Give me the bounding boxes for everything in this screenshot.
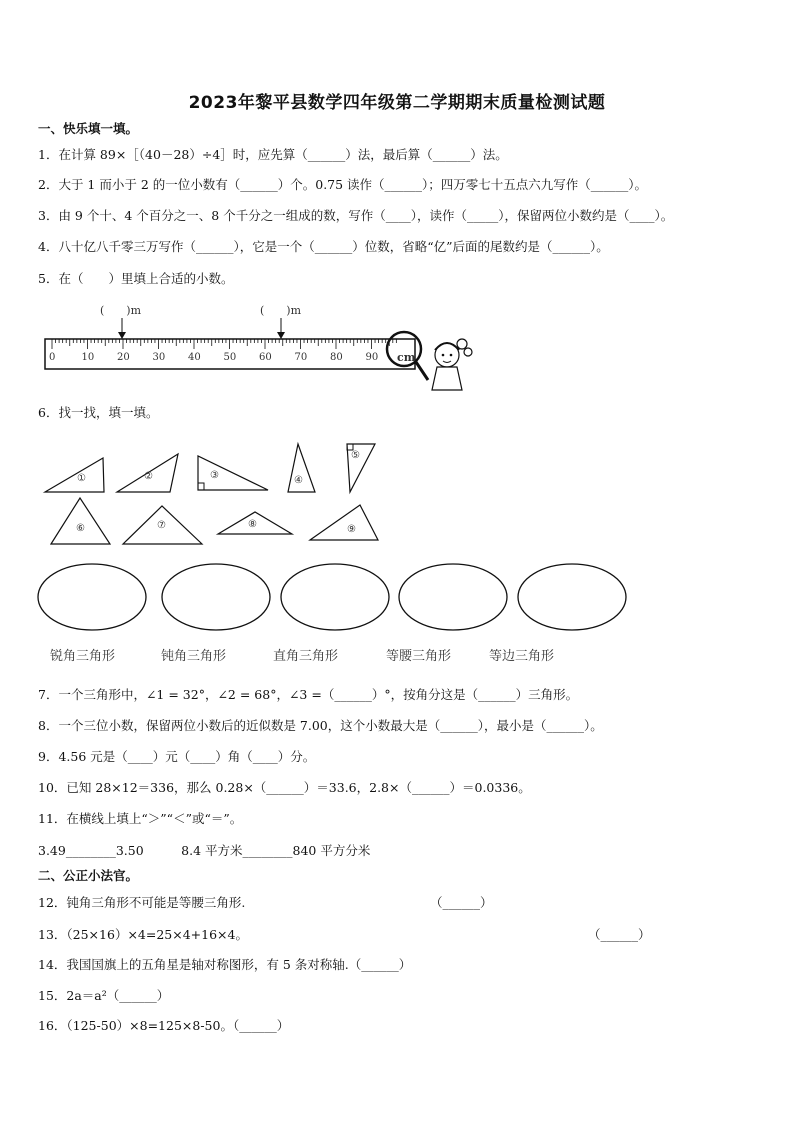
triangle-8-label: ⑧ [248, 519, 257, 530]
triangle-5-label: ⑤ [351, 450, 360, 461]
category-obtuse: 钝角三角形 [161, 649, 227, 664]
ruler-tick-label: 30 [152, 352, 166, 363]
question-7: 7．一个三角形中，∠1 = 32°，∠2 = 68°，∠3 =（______）°，按角分这是（______）三角形。 [38, 687, 579, 702]
triangle-1-label: ① [77, 473, 86, 484]
question-12-blank: （______） [430, 895, 493, 910]
ruler-tick-label: 90 [365, 352, 379, 363]
question-16: 16．（125-50）×8=125×8-50。（______） [38, 1018, 290, 1033]
question-10: 10．已知 28×12＝336，那么 0.28×（______）＝33.6，2.8×（______）＝0.0336。 [38, 780, 531, 795]
ellipse-obtuse [162, 564, 270, 630]
question-3: 3．由 9 个十、4 个百分之一、8 个千分之一组成的数，写作（____），读作（_____），保留两位小数约是（____）。 [38, 208, 674, 223]
ruler-tick-label: 60 [259, 352, 272, 363]
triangle-3-label: ③ [210, 470, 219, 481]
ellipse-isosceles [399, 564, 507, 630]
ruler-marker-1-label: ( )m [100, 304, 142, 317]
question-13: 13．（25×16）×4=25×4+16×4。 [38, 927, 248, 942]
category-right: 直角三角形 [273, 649, 339, 664]
question-9: 9．4.56 元是（____）元（____）角（____）分。 [38, 749, 316, 764]
question-2: 2．大于 1 而小于 2 的一位小数有（______）个。0.75 读作（______）；四万零七十五点六九写作（______）。 [38, 177, 648, 192]
question-1: 1．在计算 89×［（40－28）÷4］时，应先算（______）法，最后算（______）法。 [38, 147, 508, 162]
triangle-2-label: ② [144, 471, 153, 482]
ruler-tick-label: 20 [117, 352, 130, 363]
category-isosceles: 等腰三角形 [386, 649, 452, 664]
ellipse-right [281, 564, 389, 630]
question-14: 14．我国国旗上的五角星是轴对称图形，有 5 条对称轴.（______） [38, 957, 412, 972]
question-6: 6．找一找，填一填。 [38, 405, 159, 420]
ruler-unit: cm [397, 351, 416, 364]
ellipse-equilateral [518, 564, 626, 630]
page-title: 2023年黎平县数学四年级第二学期期末质量检测试题 [188, 93, 606, 113]
ruler-marker-2-label: ( )m [260, 304, 302, 317]
ruler-tick-label: 10 [81, 352, 95, 363]
triangle-6-label: ⑥ [76, 523, 85, 534]
question-4: 4．八十亿八千零三万写作（______），它是一个（______）位数，省略“亿”后面的尾数约是（______）。 [38, 239, 609, 254]
section-2-heading: 二、公正小法官。 [38, 868, 139, 883]
triangle-9-label: ⑨ [347, 524, 356, 535]
ruler-tick-label: 70 [294, 352, 308, 363]
question-11: 11．在横线上填上“＞”“＜”或“＝”。 [38, 811, 243, 826]
ruler-tick-label: 40 [188, 352, 201, 363]
question-5: 5．在（ ）里填上合适的小数。 [38, 271, 234, 286]
triangle-7-label: ⑦ [157, 520, 166, 531]
section-1-heading: 一、快乐填一填。 [38, 121, 139, 136]
ruler-tick-label: 80 [330, 352, 343, 363]
category-equilateral: 等边三角形 [489, 649, 555, 664]
ruler-tick-label: 0 [49, 352, 56, 363]
ellipse-acute [38, 564, 146, 630]
question-13-blank: （______） [588, 927, 651, 942]
category-acute: 锐角三角形 [50, 649, 116, 664]
question-15: 15．2a＝a²（______） [38, 988, 170, 1003]
question-12: 12．钝角三角形不可能是等腰三角形. [38, 895, 246, 910]
triangle-4-label: ④ [294, 475, 303, 486]
ruler-tick-label: 50 [223, 352, 237, 363]
question-8: 8．一个三位小数，保留两位小数后的近似数是 7.00，这个小数最大是（______），最小是（______）。 [38, 718, 603, 733]
question-11-items: 3.49________3.50 8.4 平方米________840 平方分米 [38, 843, 371, 858]
